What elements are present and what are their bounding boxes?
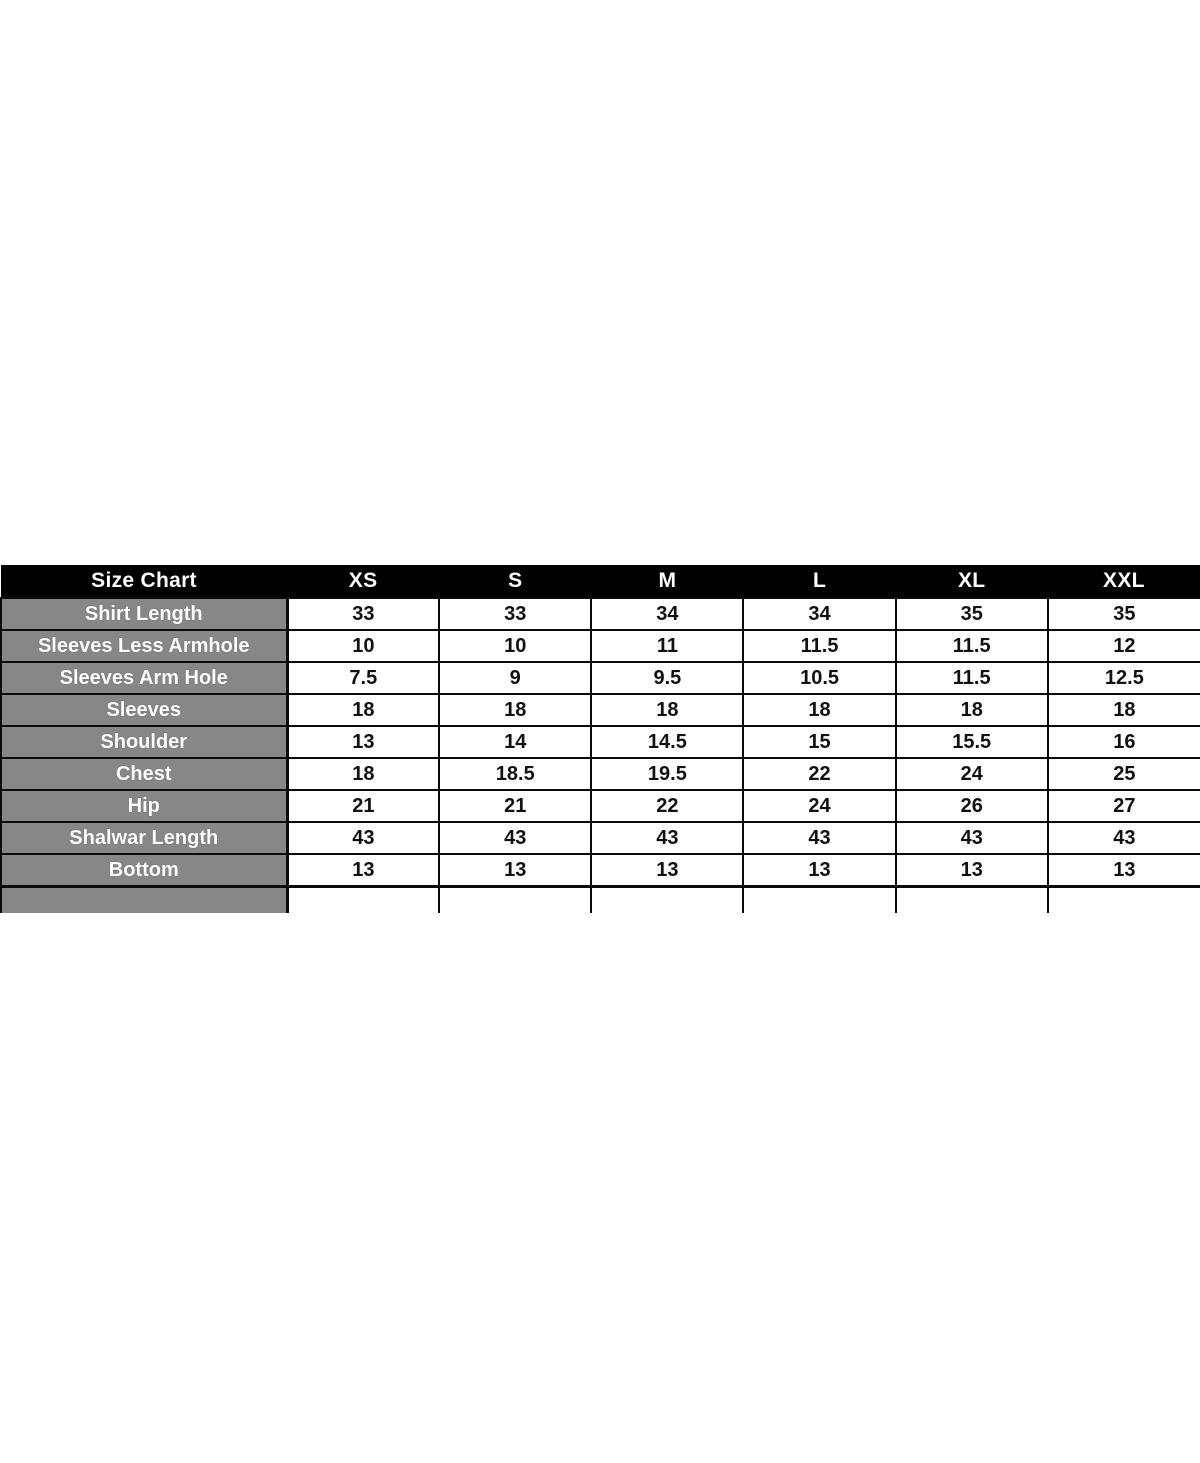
value-cell: 18 [1048,694,1200,726]
table-row [1,726,1200,758]
column-header-xxl: XXL [1048,565,1200,598]
value-cell: 11.5 [896,662,1048,694]
value-cell: 18.5 [439,758,591,790]
value-cell: 13 [591,854,743,887]
value-cell [1048,887,1200,914]
table-title-cell: Size Chart [1,565,287,598]
value-cell: 22 [743,758,895,790]
table-row [1,662,1200,694]
value-cell: 9.5 [591,662,743,694]
value-cell: 11 [591,630,743,662]
value-cell: 12 [1048,630,1200,662]
value-cell: 18 [743,694,895,726]
value-cell: 11.5 [896,630,1048,662]
value-cell: 16 [1048,726,1200,758]
value-cell: 35 [896,598,1048,630]
column-header-s: S [439,565,591,598]
value-cell: 34 [591,598,743,630]
value-cell: 7.5 [287,662,439,694]
value-cell: 11.5 [743,630,895,662]
value-cell: 18 [591,694,743,726]
value-cell: 24 [896,758,1048,790]
value-cell: 13 [439,854,591,887]
value-cell: 33 [287,598,439,630]
column-header-xs: XS [287,565,439,598]
row-label-cell: Sleeves Less Armhole [1,630,287,662]
row-label-cell: Shoulder [1,726,287,758]
value-cell: 21 [439,790,591,822]
value-cell: 14 [439,726,591,758]
value-cell: 10 [439,630,591,662]
table-row [1,887,1200,914]
value-cell: 18 [287,694,439,726]
header-row [1,565,1200,598]
value-cell: 18 [439,694,591,726]
value-cell: 33 [439,598,591,630]
column-header-xl: XL [896,565,1048,598]
row-label-cell: Bottom [1,854,287,887]
table-row [1,630,1200,662]
value-cell: 43 [439,822,591,854]
value-cell: 18 [287,758,439,790]
value-cell: 19.5 [591,758,743,790]
value-cell: 34 [743,598,895,630]
table-row [1,790,1200,822]
value-cell: 13 [896,854,1048,887]
value-cell: 43 [287,822,439,854]
row-label-cell: Sleeves Arm Hole [1,662,287,694]
table-row [1,822,1200,854]
value-cell: 43 [591,822,743,854]
table-row [1,758,1200,790]
size-chart-header [1,565,1200,598]
size-table-body [1,598,1200,913]
table-row [1,694,1200,726]
row-label-cell: Sleeves [1,694,287,726]
value-cell: 13 [287,854,439,887]
column-header-l: L [743,565,895,598]
value-cell: 25 [1048,758,1200,790]
value-cell [287,887,439,914]
row-label-cell: Shirt Length [1,598,287,630]
value-cell: 13 [743,854,895,887]
value-cell: 10 [287,630,439,662]
value-cell: 43 [1048,822,1200,854]
value-cell: 10.5 [743,662,895,694]
row-label-cell: Chest [1,758,287,790]
row-label-cell: Hip [1,790,287,822]
size-chart-container [0,565,1200,913]
value-cell: 14.5 [591,726,743,758]
value-cell: 15.5 [896,726,1048,758]
size-chart-table [0,565,1200,913]
value-cell [591,887,743,914]
value-cell: 21 [287,790,439,822]
value-cell: 43 [896,822,1048,854]
value-cell: 13 [1048,854,1200,887]
value-cell: 35 [1048,598,1200,630]
table-row [1,598,1200,630]
column-header-m: M [591,565,743,598]
value-cell: 43 [743,822,895,854]
value-cell: 12.5 [1048,662,1200,694]
row-label-cell [1,887,287,914]
value-cell: 22 [591,790,743,822]
value-cell: 27 [1048,790,1200,822]
row-label-cell: Shalwar Length [1,822,287,854]
table-row [1,854,1200,887]
value-cell: 15 [743,726,895,758]
value-cell: 18 [896,694,1048,726]
value-cell: 26 [896,790,1048,822]
value-cell [743,887,895,914]
value-cell [896,887,1048,914]
value-cell [439,887,591,914]
value-cell: 13 [287,726,439,758]
value-cell: 9 [439,662,591,694]
value-cell: 24 [743,790,895,822]
